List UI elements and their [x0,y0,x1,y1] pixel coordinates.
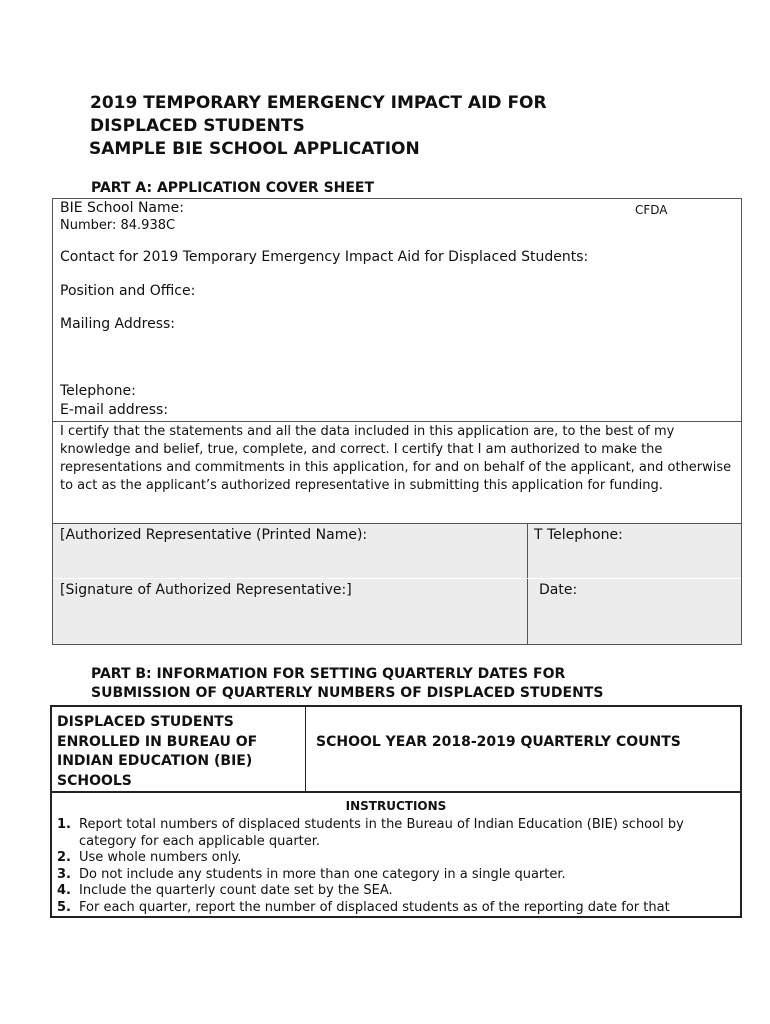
rep-telephone-label[interactable]: T Telephone: [534,527,623,543]
document-title [90,92,547,161]
school-name-field[interactable]: BIE School Name: [60,200,184,216]
position-office-field[interactable]: Position and Office: [60,283,196,299]
list-item: 3. Do not include any students in more than one category in a single quarter. [57,866,566,882]
title-line-3: SAMPLE BIE SCHOOL APPLICATION [89,139,420,159]
rep-name-cell[interactable] [53,524,528,578]
signature-cell[interactable] [53,579,528,644]
date-label[interactable]: Date: [539,582,578,598]
email-field[interactable]: E-mail address: [60,402,169,418]
applicant-info-section [53,199,741,422]
list-item: 4. Include the quarterly count date set by the SEA. [57,883,393,898]
mailing-address-field[interactable]: Mailing Address: [60,316,176,332]
cfda-label: CFDA [635,203,668,217]
signature-label: [Signature of Authorized Representative:] [60,582,352,598]
part-a-heading: PART A: APPLICATION COVER SHEET [91,180,375,196]
quarterly-counts-table [50,705,742,918]
cfda-number: Number: 84.938C [60,218,176,233]
rep-name-label: [Authorized Representative (Printed Name): [60,527,368,543]
cover-sheet-form [52,198,742,645]
representative-name-row [53,523,741,578]
list-item: 1. Report total numbers of displaced students in the Bureau of Indian Education (BIE) school by category for each applicable quarter. [57,817,684,849]
instructions-title: INSTRUCTIONS [345,799,447,813]
list-item: 5. For each quarter, report the number of displaced students as of the reporting date for that [57,899,670,915]
header-cell-students [52,707,306,791]
instructions-list [57,817,737,916]
contact-field[interactable]: Contact for 2019 Temporary Emergency Impact Aid for Displaced Students: [60,249,589,265]
header-quarterly-counts: SCHOOL YEAR 2018-2019 QUARTERLY COUNTS [316,734,681,750]
header-students-label: DISPLACED STUDENTS ENROLLED IN BUREAU OF INDIAN EDUCATION (BIE) SCHOOLS [57,714,258,789]
signature-row [53,578,741,644]
table-header [52,707,740,793]
title-line-1: 2019 TEMPORARY EMERGENCY IMPACT AID FOR [90,93,547,113]
list-item: 2. Use whole numbers only. [57,850,242,865]
certification-statement: I certify that the statements and all the data included in this application are, to the best of my knowledge and belief, true, complete, and correct. I certify that I am authorized to make the representations and commitments in this application, for and on behalf of the applicant, and otherwise to act as the applicant’s authorized representative in submitting this application for funding. [60,424,732,493]
title-line-2: DISPLACED STUDENTS [90,116,305,136]
telephone-field[interactable]: Telephone: [60,383,136,399]
part-b-heading [91,665,603,703]
part-b-heading-line-2: SUBMISSION OF QUARTERLY NUMBERS OF DISPLACED STUDENTS [91,685,604,701]
part-b-heading-line-1: PART B: INFORMATION FOR SETTING QUARTERLY DATES FOR [91,666,566,682]
